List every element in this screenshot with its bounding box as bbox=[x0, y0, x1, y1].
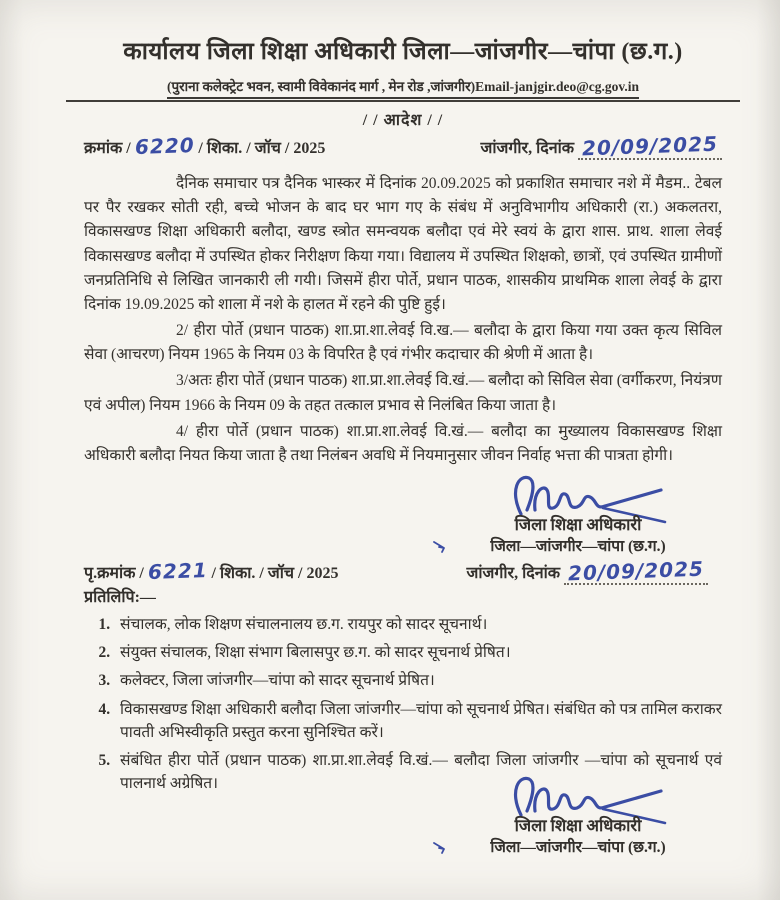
signatory-org: जिला—जांजगीर—चांपा (छ.ग.) bbox=[438, 536, 718, 558]
body-para-1: दैनिक समाचार पत्र दैनिक भास्कर में दिनांक 20.09.2025 को प्रकाशित समाचार नशे में मैडम.. टेबल पर पैर रखकर सोती रही, बच्चे भोजन के बाद घर भाग गए के संबंध में अनुविभागीय अधिकारी (रा.) अकलतरा, विकासखण्ड शिक्षा अधिकारी बलौदा, खण्ड स्त्रोत समन्वयक बलौदा एवं मेरे स्वयं के द्वारा शास. प्राथ. शाला लेवई विकासखण्ड बलौदा में उपस्थित होकर निरीक्षण किया गया। विद्यालय में उपस्थित शिक्षको, छात्रों, एवं उपस्थित ग्रामीणों जनप्रतिनिधि से लिखित जानकारी ली गयी। जिसमें हीरा पोर्ते, प्रधान पाठक, शासकीय प्राथमिक शाला लेवई के द्वारा दिनांक 19.09.2025 को शाला में नशे के हालत में रहने की पुष्टि हुई। bbox=[84, 175, 722, 313]
body-para-2: 2/ हीरा पोर्ते (प्रधान पाठक) शा.प्रा.शा.लेवई वि.ख.— बलौदा के द्वारा किया गया उक्त कृत्य सिविल सेवा (आचरण) नियम 1965 के नियम 03 के विपरित है एवं गंभीर कदाचार की श्रेणी में आता है। bbox=[84, 322, 722, 364]
list-item: 4. विकासखण्ड शिक्षा अधिकारी बलौदा जिला जांजगीर—चांपा को सूचनार्थ प्रेषित। संबंधित को पत्र तामिल कराकर पावती अभिस्वीकृति प्रस्तुत करना सुनिश्चित करें। bbox=[114, 698, 722, 745]
tick-mark-icon bbox=[432, 839, 448, 855]
endorsement-number-line: पृ.क्रमांक / 6221 / शिका. / जॉच / 2025 bbox=[84, 557, 339, 584]
ref-number-line: क्रमांक / 6220 / शिका. / जॉच / 2025 bbox=[84, 132, 326, 160]
handwritten-date: 20/09/2025 bbox=[581, 131, 719, 161]
signatory-title: जिला शिक्षा अधिकारी bbox=[514, 515, 642, 535]
list-item: 1. संचालक, लोक शिक्षण संचालनालय छ.ग. रायपुर को सादर सूचनार्थ। bbox=[114, 613, 722, 636]
signature-block-2 bbox=[438, 771, 718, 860]
tick-mark-icon bbox=[432, 538, 448, 554]
list-item: 3. कलेक्टर, जिला जांजगीर—चांपा को सादर सूचनार्थ प्रेषित। bbox=[114, 669, 722, 692]
handwritten-signature-date: 20/09/2025 bbox=[567, 556, 705, 586]
body-para-3: 3/अतः हीरा पोर्ते (प्रधान पाठक) शा.प्रा.शा.लेवई वि.खं.— बलौदा को सिविल सेवा (वर्गीकरण, नियंत्रण एवं अपील) नियम 1966 के नियम 09 के तहत तत्काल प्रभाव से निलंबित किया जाता है। bbox=[84, 372, 722, 414]
body-para-4: 4/ हीरा पोर्ते (प्रधान पाठक) शा.प्रा.शा.लेवई वि.खं.— बलौदा का मुख्यालय विकासखण्ड शिक्षा अधिकारी बलौदा नियत किया जाता है तथा निलंबन अवधि में नियमानुसार जीवन निर्वाह भत्ता की पात्रता होगी। bbox=[84, 422, 722, 464]
signatory-org: जिला—जांजगीर—चांपा (छ.ग.) bbox=[438, 837, 718, 859]
place-date-line: जांजगीर, दिनांक 20/09/2025 bbox=[481, 136, 722, 158]
signature-place-date-line: जांजगीर, दिनांक 20/09/2025 bbox=[467, 561, 708, 583]
list-item: 2. संयुक्त संचालक, शिक्षा संभाग बिलासपुर छ.ग. को सादर सूचनार्थ प्रेषित। bbox=[114, 641, 722, 664]
office-address: (पुराना कलेक्ट्रेट भवन, स्वामी विवेकानंद मार्ग , मेन रोड ,जांजगीर)Email-janjgir.deo@cg.gov.in bbox=[167, 77, 639, 99]
handwritten-ref-number: 6220 bbox=[134, 132, 195, 160]
copy-to-label: प्रतिलिपि:— bbox=[84, 588, 156, 606]
handwritten-endorsement-number: 6221 bbox=[147, 557, 208, 584]
signatory-title: जिला शिक्षा अधिकारी bbox=[514, 815, 642, 835]
header-divider bbox=[66, 100, 740, 102]
page-title: कार्यालय जिला शिक्षा अधिकारी जिला—जांजगीर—चांपा (छ.ग.) bbox=[123, 39, 683, 65]
order-heading: / / आदेश / / bbox=[362, 112, 444, 129]
list-item: 5. संबंधित हीरा पोर्ते (प्रधान पाठक) शा.प्रा.शा.लेवई वि.खं.— बलौदा जिला जांजगीर —चांपा को सूचनार्थ एवं पालनार्थ अग्रेषित। bbox=[114, 749, 722, 796]
copy-to-list bbox=[84, 613, 722, 796]
signature-block-1 bbox=[438, 470, 718, 559]
